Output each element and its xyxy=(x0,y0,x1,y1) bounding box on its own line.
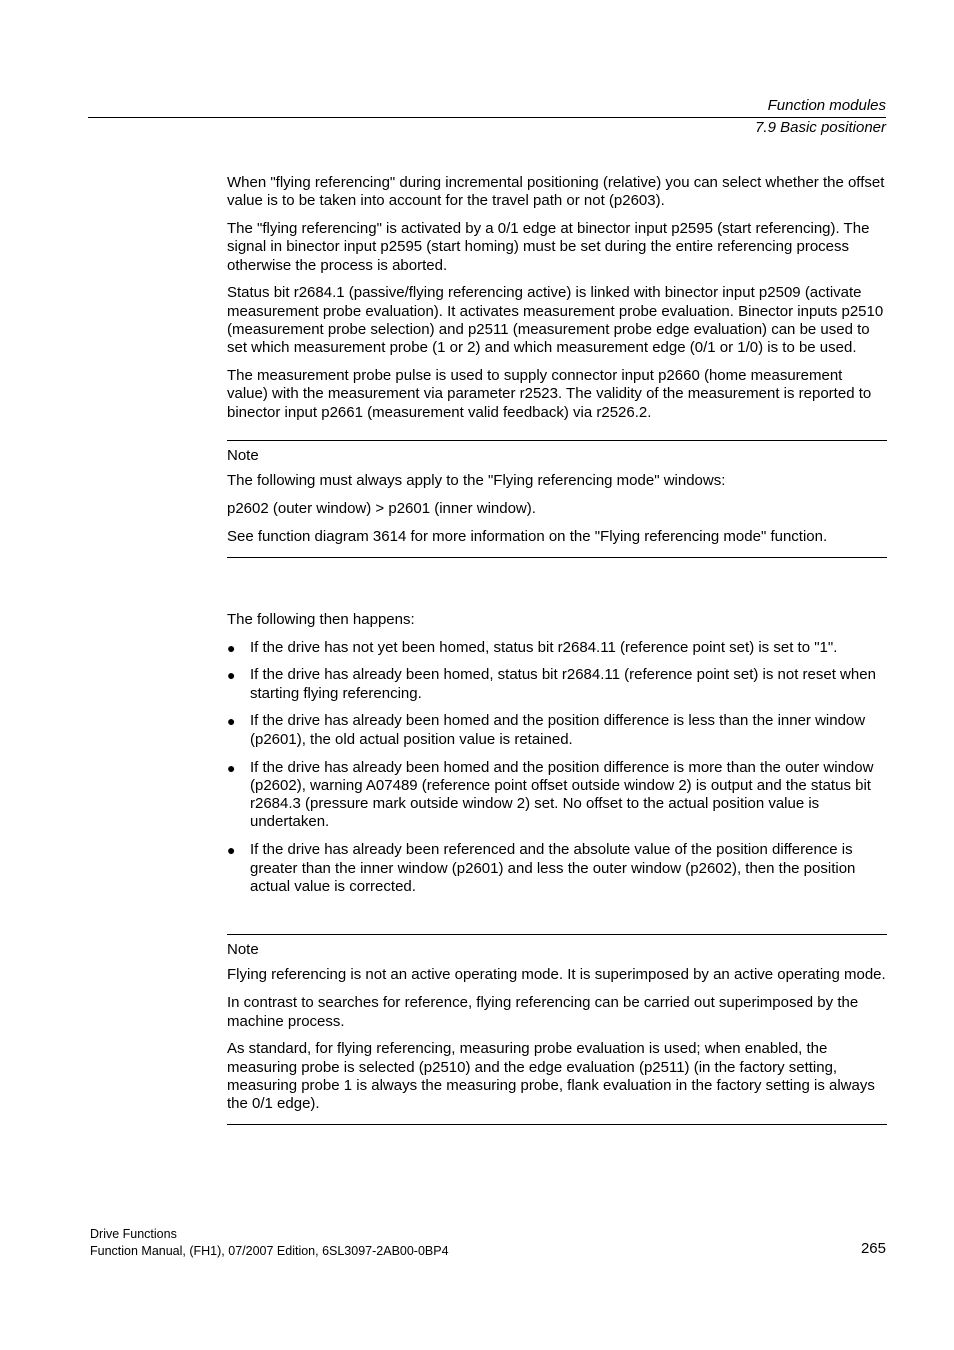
list-item xyxy=(227,639,887,657)
main-content xyxy=(227,174,887,1125)
list-item-text: If the drive has already been homed and the position difference is less than the inner window (p2601), the old actual position value is retained. xyxy=(250,712,866,748)
footer-title: Drive Functions xyxy=(90,1227,177,1241)
list-item-text: If the drive has not yet been homed, status bit r2684.11 (reference point set) is set to "1". xyxy=(250,638,838,656)
note-title: Note xyxy=(227,447,259,465)
page-number: 265 xyxy=(860,1240,886,1257)
page-footer xyxy=(90,1226,449,1260)
paragraph: The "flying referencing" is activated by a 0/1 edge at binector input p2595 (start referencing). The signal in binector input p2595 (start homing) must be set during the entire referencing process otherwise the process is aborted. xyxy=(227,220,870,274)
list-item xyxy=(227,666,887,703)
header-section: 7.9 Basic positioner xyxy=(755,119,886,136)
header-rule xyxy=(88,117,886,118)
paragraph: Status bit r2684.1 (passive/flying referencing active) is linked with binector input p2509 (activate measurement probe evaluation). It activates measurement probe evaluation. Binector inputs p2510 (measurement probe selection) and p2511 (measurement probe edge evaluation) can be used to set which measurement probe (1 or 2) and which measurement edge (0/1 or 1/0) is to be used. xyxy=(227,284,884,357)
list-item xyxy=(227,712,887,749)
paragraph: When "flying referencing" during incremental positioning (relative) you can select whether the offset value is to be taken into account for the travel path or not (p2603). xyxy=(227,174,885,210)
paragraph: The measurement probe pulse is used to supply connector input p2660 (home measurement value) with the measurement via parameter r2523. The validity of the measurement is reported to binector input p2661 (measurement valid feedback) via r2526.2. xyxy=(227,367,872,421)
note-line: Flying referencing is not an active operating mode. It is superimposed by an active operating mode. xyxy=(227,966,886,984)
note-line: See function diagram 3614 for more information on the "Flying referencing mode" function. xyxy=(227,527,828,545)
note-box-flying-referencing-windows xyxy=(227,440,887,558)
bullet-icon: ● xyxy=(227,759,236,776)
bullet-icon: ● xyxy=(227,667,236,684)
note-line: In contrast to searches for reference, flying referencing can be carried out superimposed by the machine process. xyxy=(227,994,859,1030)
list-item xyxy=(227,759,887,832)
bullet-icon: ● xyxy=(227,713,236,730)
header-chapter: Function modules xyxy=(767,97,886,114)
bullet-list xyxy=(227,639,887,897)
note-line: p2602 (outer window) > p2601 (inner window). xyxy=(227,500,536,518)
list-intro: The following then happens: xyxy=(227,610,415,628)
note-box-flying-referencing-mode xyxy=(227,934,887,1125)
note-line: As standard, for flying referencing, measuring probe evaluation is used; when enabled, the measuring probe is selected (p2510) and the edge evaluation (p2511) (in the factory setting, measuring probe 1 is always the measuring probe, flank evaluation in the factory setting is always the 0/1 edge). xyxy=(227,1040,875,1113)
footer-edition: Function Manual, (FH1), 07/2007 Edition, 6SL3097-2AB00-0BP4 xyxy=(90,1244,449,1258)
note-line: The following must always apply to the "Flying referencing mode" windows: xyxy=(227,472,726,490)
list-item xyxy=(227,841,887,896)
bullet-icon: ● xyxy=(227,842,236,859)
list-item-text: If the drive has already been homed, status bit r2684.11 (reference point set) is not reset when starting flying referencing. xyxy=(250,666,876,702)
bullet-icon: ● xyxy=(227,639,236,656)
note-title: Note xyxy=(227,941,259,959)
list-item-text: If the drive has already been referenced and the absolute value of the position difference is greater than the inner window (p2601) and less the outer window (p2602), then the position actual value is corrected. xyxy=(250,841,856,895)
list-item-text: If the drive has already been homed and the position difference is more than the outer window (p2602), warning A07489 (reference point offset outside window 2) is output and the status bit r2684.3 (pressure mark outside window 2) set. No offset to the actual position value is undertaken. xyxy=(250,758,874,831)
